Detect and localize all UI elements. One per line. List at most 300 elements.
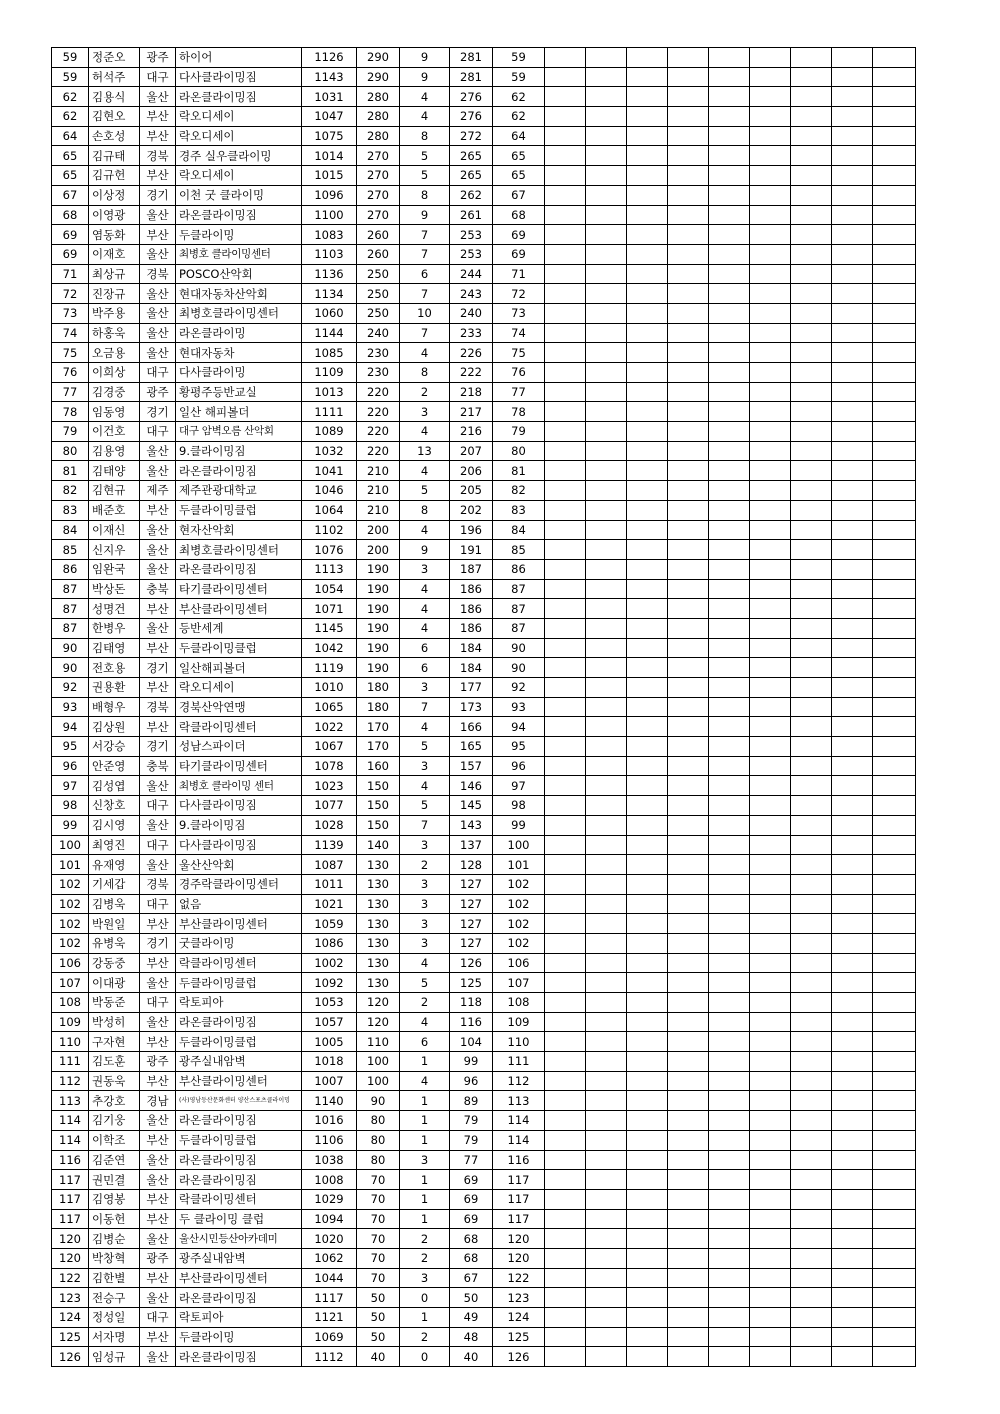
name-cell: 최상규 — [89, 264, 140, 284]
empty-cell — [586, 402, 627, 422]
region-cell: 울산 — [140, 1012, 176, 1032]
empty-cell — [709, 737, 750, 757]
total-cell: 69 — [450, 1170, 493, 1190]
deduction-cell: 0 — [400, 1347, 450, 1367]
rank-cell: 75 — [52, 343, 89, 363]
bib-cell: 1100 — [302, 205, 357, 225]
region-cell: 부산 — [140, 638, 176, 658]
score-cell: 280 — [357, 107, 400, 127]
empty-cell — [832, 284, 873, 304]
empty-cell — [668, 658, 709, 678]
club-cell: 라온클라이밍 — [176, 323, 302, 343]
name-cell: 기세갑 — [89, 874, 140, 894]
empty-cell — [750, 1288, 791, 1308]
empty-cell — [791, 323, 832, 343]
score-cell: 220 — [357, 402, 400, 422]
deduction-cell: 7 — [400, 284, 450, 304]
empty-cell — [709, 481, 750, 501]
empty-cell — [873, 933, 916, 953]
empty-cell — [586, 185, 627, 205]
name-cell: 권용환 — [89, 678, 140, 698]
empty-cell — [668, 1032, 709, 1052]
final-rank-cell: 64 — [493, 126, 545, 146]
total-cell: 244 — [450, 264, 493, 284]
deduction-cell: 4 — [400, 579, 450, 599]
empty-cell — [832, 1170, 873, 1190]
empty-cell — [709, 1288, 750, 1308]
final-rank-cell: 92 — [493, 678, 545, 698]
bib-cell: 1031 — [302, 87, 357, 107]
empty-cell — [545, 225, 586, 245]
club-cell: 최병호 클라이밍 센터 — [176, 776, 302, 796]
empty-cell — [668, 737, 709, 757]
region-cell: 울산 — [140, 815, 176, 835]
score-cell: 280 — [357, 126, 400, 146]
empty-cell — [545, 1052, 586, 1072]
rank-cell: 114 — [52, 1111, 89, 1131]
empty-cell — [709, 1091, 750, 1111]
empty-cell — [709, 855, 750, 875]
rank-cell: 95 — [52, 737, 89, 757]
empty-cell — [545, 599, 586, 619]
final-rank-cell: 93 — [493, 697, 545, 717]
empty-cell — [627, 933, 668, 953]
empty-cell — [791, 855, 832, 875]
empty-cell — [832, 461, 873, 481]
deduction-cell: 4 — [400, 87, 450, 107]
deduction-cell: 5 — [400, 796, 450, 816]
empty-cell — [709, 67, 750, 87]
club-cell: 부산클라이밍센터 — [176, 1268, 302, 1288]
club-cell: 라온클라이밍짐 — [176, 1170, 302, 1190]
empty-cell — [873, 323, 916, 343]
deduction-cell: 5 — [400, 146, 450, 166]
empty-cell — [791, 559, 832, 579]
region-cell: 대구 — [140, 993, 176, 1013]
empty-cell — [791, 1130, 832, 1150]
empty-cell — [545, 1327, 586, 1347]
score-cell: 190 — [357, 579, 400, 599]
empty-cell — [873, 166, 916, 186]
empty-cell — [750, 1248, 791, 1268]
total-cell: 184 — [450, 638, 493, 658]
empty-cell — [586, 993, 627, 1013]
bib-cell: 1046 — [302, 481, 357, 501]
bib-cell: 1062 — [302, 1248, 357, 1268]
empty-cell — [545, 481, 586, 501]
empty-cell — [545, 87, 586, 107]
score-cell: 130 — [357, 953, 400, 973]
empty-cell — [832, 1268, 873, 1288]
club-cell: 다사클라이밍짐 — [176, 796, 302, 816]
empty-cell — [832, 618, 873, 638]
empty-cell — [627, 225, 668, 245]
empty-cell — [668, 1111, 709, 1131]
deduction-cell: 4 — [400, 717, 450, 737]
deduction-cell: 2 — [400, 855, 450, 875]
rank-cell: 109 — [52, 1012, 89, 1032]
region-cell: 부산 — [140, 1209, 176, 1229]
table-row — [52, 126, 916, 146]
score-cell: 190 — [357, 618, 400, 638]
empty-cell — [750, 1130, 791, 1150]
name-cell: 구자현 — [89, 1032, 140, 1052]
empty-cell — [627, 107, 668, 127]
final-rank-cell: 73 — [493, 303, 545, 323]
name-cell: 정준오 — [89, 48, 140, 68]
empty-cell — [586, 1288, 627, 1308]
final-rank-cell: 90 — [493, 638, 545, 658]
empty-cell — [627, 205, 668, 225]
region-cell: 울산 — [140, 343, 176, 363]
empty-cell — [791, 1268, 832, 1288]
empty-cell — [586, 500, 627, 520]
deduction-cell: 9 — [400, 48, 450, 68]
score-cell: 210 — [357, 461, 400, 481]
empty-cell — [545, 107, 586, 127]
empty-cell — [627, 1229, 668, 1249]
region-cell: 제주 — [140, 481, 176, 501]
rank-cell: 112 — [52, 1071, 89, 1091]
empty-cell — [873, 67, 916, 87]
empty-cell — [709, 1189, 750, 1209]
bib-cell: 1057 — [302, 1012, 357, 1032]
rank-cell: 99 — [52, 815, 89, 835]
empty-cell — [791, 1288, 832, 1308]
rank-cell: 117 — [52, 1189, 89, 1209]
name-cell: 오금용 — [89, 343, 140, 363]
empty-cell — [668, 1288, 709, 1308]
rank-cell: 122 — [52, 1268, 89, 1288]
name-cell: 염동화 — [89, 225, 140, 245]
table-row — [52, 107, 916, 127]
empty-cell — [832, 87, 873, 107]
empty-cell — [586, 520, 627, 540]
score-cell: 150 — [357, 815, 400, 835]
empty-cell — [709, 500, 750, 520]
region-cell: 부산 — [140, 914, 176, 934]
deduction-cell: 9 — [400, 67, 450, 87]
deduction-cell: 0 — [400, 1288, 450, 1308]
bib-cell: 1018 — [302, 1052, 357, 1072]
table-row — [52, 343, 916, 363]
empty-cell — [791, 1052, 832, 1072]
final-rank-cell: 87 — [493, 618, 545, 638]
empty-cell — [832, 48, 873, 68]
region-cell: 부산 — [140, 717, 176, 737]
name-cell: 김규태 — [89, 146, 140, 166]
empty-cell — [791, 973, 832, 993]
region-cell: 울산 — [140, 1111, 176, 1131]
final-rank-cell: 71 — [493, 264, 545, 284]
bib-cell: 1053 — [302, 993, 357, 1013]
table-row — [52, 559, 916, 579]
bib-cell: 1075 — [302, 126, 357, 146]
empty-cell — [709, 244, 750, 264]
bib-cell: 1022 — [302, 717, 357, 737]
empty-cell — [750, 1032, 791, 1052]
empty-cell — [586, 973, 627, 993]
empty-cell — [709, 264, 750, 284]
total-cell: 40 — [450, 1347, 493, 1367]
empty-cell — [586, 1052, 627, 1072]
empty-cell — [545, 382, 586, 402]
rank-cell: 74 — [52, 323, 89, 343]
rank-cell: 102 — [52, 894, 89, 914]
table-row — [52, 1111, 916, 1131]
total-cell: 137 — [450, 835, 493, 855]
empty-cell — [750, 402, 791, 422]
bib-cell: 1126 — [302, 48, 357, 68]
name-cell: 김시영 — [89, 815, 140, 835]
bib-cell: 1103 — [302, 244, 357, 264]
empty-cell — [668, 1091, 709, 1111]
name-cell: 진장규 — [89, 284, 140, 304]
final-rank-cell: 108 — [493, 993, 545, 1013]
total-cell: 68 — [450, 1229, 493, 1249]
empty-cell — [873, 1032, 916, 1052]
final-rank-cell: 77 — [493, 382, 545, 402]
score-cell: 50 — [357, 1327, 400, 1347]
score-cell: 130 — [357, 933, 400, 953]
rank-cell: 76 — [52, 363, 89, 383]
empty-cell — [545, 559, 586, 579]
rank-cell: 108 — [52, 993, 89, 1013]
empty-cell — [750, 1170, 791, 1190]
final-rank-cell: 87 — [493, 599, 545, 619]
deduction-cell: 4 — [400, 520, 450, 540]
empty-cell — [586, 146, 627, 166]
score-cell: 240 — [357, 323, 400, 343]
total-cell: 233 — [450, 323, 493, 343]
empty-cell — [627, 166, 668, 186]
bib-cell: 1023 — [302, 776, 357, 796]
empty-cell — [668, 973, 709, 993]
club-cell: 라온클라이밍짐 — [176, 1150, 302, 1170]
name-cell: 이대광 — [89, 973, 140, 993]
region-cell: 울산 — [140, 461, 176, 481]
score-cell: 110 — [357, 1032, 400, 1052]
empty-cell — [545, 166, 586, 186]
region-cell: 부산 — [140, 1032, 176, 1052]
empty-cell — [668, 756, 709, 776]
empty-cell — [750, 461, 791, 481]
empty-cell — [586, 67, 627, 87]
total-cell: 186 — [450, 599, 493, 619]
empty-cell — [586, 599, 627, 619]
empty-cell — [709, 303, 750, 323]
empty-cell — [627, 500, 668, 520]
name-cell: 이학조 — [89, 1130, 140, 1150]
bib-cell: 1013 — [302, 382, 357, 402]
empty-cell — [750, 441, 791, 461]
score-cell: 130 — [357, 894, 400, 914]
empty-cell — [627, 697, 668, 717]
empty-cell — [750, 225, 791, 245]
empty-cell — [586, 1032, 627, 1052]
empty-cell — [832, 638, 873, 658]
club-cell: (사)영남등산문화센터 양산스포츠클라이밍 — [176, 1091, 302, 1111]
final-rank-cell: 69 — [493, 225, 545, 245]
empty-cell — [750, 796, 791, 816]
rank-cell: 73 — [52, 303, 89, 323]
empty-cell — [791, 993, 832, 1013]
table-row — [52, 1130, 916, 1150]
empty-cell — [586, 658, 627, 678]
empty-cell — [668, 363, 709, 383]
region-cell: 울산 — [140, 441, 176, 461]
empty-cell — [545, 855, 586, 875]
deduction-cell: 5 — [400, 481, 450, 501]
empty-cell — [668, 835, 709, 855]
empty-cell — [545, 618, 586, 638]
name-cell: 김병순 — [89, 1229, 140, 1249]
region-cell: 부산 — [140, 953, 176, 973]
final-rank-cell: 76 — [493, 363, 545, 383]
table-row — [52, 579, 916, 599]
empty-cell — [627, 244, 668, 264]
rank-cell: 59 — [52, 67, 89, 87]
region-cell: 부산 — [140, 1071, 176, 1091]
empty-cell — [709, 1308, 750, 1328]
table-row — [52, 776, 916, 796]
empty-cell — [668, 126, 709, 146]
empty-cell — [586, 579, 627, 599]
empty-cell — [627, 776, 668, 796]
rank-cell: 102 — [52, 874, 89, 894]
bib-cell: 1069 — [302, 1327, 357, 1347]
empty-cell — [586, 1071, 627, 1091]
empty-cell — [668, 244, 709, 264]
total-cell: 69 — [450, 1189, 493, 1209]
table-row — [52, 618, 916, 638]
total-cell: 49 — [450, 1308, 493, 1328]
name-cell: 성명건 — [89, 599, 140, 619]
region-cell: 대구 — [140, 363, 176, 383]
bib-cell: 1144 — [302, 323, 357, 343]
table-row — [52, 382, 916, 402]
name-cell: 서강승 — [89, 737, 140, 757]
empty-cell — [873, 205, 916, 225]
name-cell: 하홍욱 — [89, 323, 140, 343]
deduction-cell: 2 — [400, 993, 450, 1013]
region-cell: 경기 — [140, 737, 176, 757]
club-cell: 부산클라이밍센터 — [176, 914, 302, 934]
score-cell: 270 — [357, 205, 400, 225]
table-row — [52, 1229, 916, 1249]
empty-cell — [545, 835, 586, 855]
bib-cell: 1020 — [302, 1229, 357, 1249]
empty-cell — [750, 343, 791, 363]
empty-cell — [545, 303, 586, 323]
empty-cell — [668, 618, 709, 638]
empty-cell — [668, 1130, 709, 1150]
empty-cell — [627, 1170, 668, 1190]
empty-cell — [668, 579, 709, 599]
final-rank-cell: 87 — [493, 579, 545, 599]
table-row — [52, 678, 916, 698]
deduction-cell: 6 — [400, 1032, 450, 1052]
rank-cell: 81 — [52, 461, 89, 481]
club-cell: 락클라이밍센터 — [176, 1189, 302, 1209]
empty-cell — [832, 244, 873, 264]
table-row — [52, 402, 916, 422]
region-cell: 울산 — [140, 776, 176, 796]
final-rank-cell: 126 — [493, 1347, 545, 1367]
deduction-cell: 13 — [400, 441, 450, 461]
empty-cell — [832, 993, 873, 1013]
table-row — [52, 205, 916, 225]
bib-cell: 1067 — [302, 737, 357, 757]
empty-cell — [545, 441, 586, 461]
empty-cell — [627, 48, 668, 68]
region-cell: 울산 — [140, 520, 176, 540]
empty-cell — [627, 678, 668, 698]
empty-cell — [709, 993, 750, 1013]
bib-cell: 1054 — [302, 579, 357, 599]
empty-cell — [586, 874, 627, 894]
club-cell: 성남스파이더 — [176, 737, 302, 757]
club-cell: 두클라이밍클럽 — [176, 1032, 302, 1052]
empty-cell — [709, 87, 750, 107]
rank-cell: 67 — [52, 185, 89, 205]
final-rank-cell: 81 — [493, 461, 545, 481]
empty-cell — [586, 48, 627, 68]
empty-cell — [545, 520, 586, 540]
name-cell: 김태양 — [89, 461, 140, 481]
score-cell: 50 — [357, 1288, 400, 1308]
score-cell: 190 — [357, 638, 400, 658]
empty-cell — [750, 48, 791, 68]
table-row — [52, 264, 916, 284]
region-cell: 울산 — [140, 87, 176, 107]
club-cell: 최병호클라이밍센터 — [176, 303, 302, 323]
empty-cell — [791, 1150, 832, 1170]
empty-cell — [586, 343, 627, 363]
region-cell: 울산 — [140, 618, 176, 638]
empty-cell — [627, 717, 668, 737]
region-cell: 부산 — [140, 1130, 176, 1150]
empty-cell — [750, 264, 791, 284]
empty-cell — [586, 107, 627, 127]
region-cell: 울산 — [140, 540, 176, 560]
table-row — [52, 67, 916, 87]
table-row — [52, 855, 916, 875]
empty-cell — [545, 185, 586, 205]
total-cell: 68 — [450, 1248, 493, 1268]
empty-cell — [709, 697, 750, 717]
final-rank-cell: 102 — [493, 914, 545, 934]
empty-cell — [709, 441, 750, 461]
club-cell: 두클라이밍 — [176, 225, 302, 245]
empty-cell — [586, 835, 627, 855]
name-cell: 임완국 — [89, 559, 140, 579]
empty-cell — [545, 737, 586, 757]
score-cell: 180 — [357, 697, 400, 717]
bib-cell: 1029 — [302, 1189, 357, 1209]
empty-cell — [627, 559, 668, 579]
total-cell: 79 — [450, 1111, 493, 1131]
score-cell: 50 — [357, 1308, 400, 1328]
empty-cell — [545, 205, 586, 225]
empty-cell — [545, 67, 586, 87]
total-cell: 196 — [450, 520, 493, 540]
empty-cell — [832, 1032, 873, 1052]
empty-cell — [873, 48, 916, 68]
table-row — [52, 973, 916, 993]
empty-cell — [586, 244, 627, 264]
empty-cell — [668, 402, 709, 422]
